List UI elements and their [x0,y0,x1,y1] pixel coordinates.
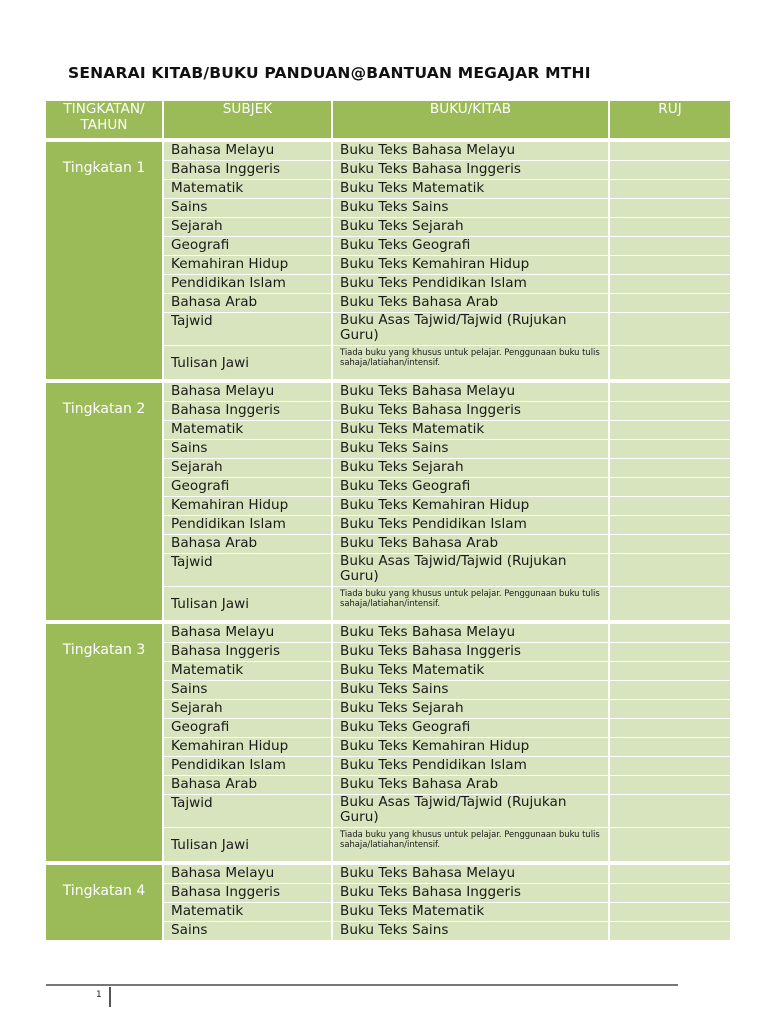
book-cell: Tiada buku yang khusus untuk pelajar. Penggunaan buku tulis sahaja/latiahan/intensif. [333,828,610,865]
book-cell: Buku Teks Kemahiran Hidup [333,738,610,757]
subject-cell: Tulisan Jawi [164,346,333,383]
ruj-cell [610,180,730,199]
subject-cell: Sejarah [164,459,333,478]
ruj-cell [610,237,730,256]
book-cell: Buku Teks Bahasa Arab [333,535,610,554]
ruj-cell [610,199,730,218]
subject-cell: Bahasa Inggeris [164,402,333,421]
ruj-cell [610,738,730,757]
book-cell: Buku Teks Geografi [333,478,610,497]
subject-cell: Kemahiran Hidup [164,497,333,516]
subject-cell: Pendidikan Islam [164,516,333,535]
subject-cell: Bahasa Inggeris [164,643,333,662]
subject-cell: Bahasa Inggeris [164,884,333,903]
ruj-cell [610,440,730,459]
subject-cell: Bahasa Melayu [164,142,333,161]
subject-cell: Geografi [164,237,333,256]
book-cell: Buku Asas Tajwid/Tajwid (Rujukan Guru) [333,795,610,828]
subject-cell: Kemahiran Hidup [164,256,333,275]
book-cell: Buku Asas Tajwid/Tajwid (Rujukan Guru) [333,313,610,346]
book-cell: Buku Teks Sejarah [333,218,610,237]
ruj-cell [610,795,730,828]
book-cell: Buku Teks Bahasa Melayu [333,865,610,884]
subject-cell: Sejarah [164,700,333,719]
book-cell: Buku Teks Pendidikan Islam [333,516,610,535]
subject-cell: Kemahiran Hidup [164,738,333,757]
subject-cell: Pendidikan Islam [164,757,333,776]
ruj-cell [610,884,730,903]
book-cell: Buku Teks Bahasa Melayu [333,142,610,161]
subject-cell: Matematik [164,180,333,199]
ruj-cell [610,587,730,624]
table-row [46,383,730,402]
subject-cell: Tajwid [164,313,333,346]
ruj-cell [610,402,730,421]
ruj-cell [610,624,730,643]
book-list-table [46,101,730,944]
book-cell: Buku Teks Bahasa Melayu [333,624,610,643]
ruj-cell [610,681,730,700]
subject-cell: Geografi [164,719,333,738]
level-cell: Tingkatan 1 [46,142,164,383]
ruj-cell [610,497,730,516]
book-cell: Buku Teks Sejarah [333,459,610,478]
ruj-cell [610,719,730,738]
book-cell: Buku Teks Geografi [333,237,610,256]
level-cell: Tingkatan 3 [46,624,164,865]
ruj-cell [610,256,730,275]
ruj-cell [610,478,730,497]
subject-cell: Pendidikan Islam [164,275,333,294]
header-tingkatan: TINGKATAN/ TAHUN [46,101,164,142]
subject-cell: Tulisan Jawi [164,828,333,865]
table-row [46,865,730,884]
ruj-cell [610,828,730,865]
book-cell: Buku Teks Geografi [333,719,610,738]
ruj-cell [610,294,730,313]
ruj-cell [610,313,730,346]
footer-rule [46,984,678,986]
book-cell: Buku Teks Bahasa Inggeris [333,643,610,662]
table-row [46,624,730,643]
ruj-cell [610,776,730,795]
subject-cell: Geografi [164,478,333,497]
ruj-cell [610,662,730,681]
subject-cell: Bahasa Arab [164,535,333,554]
book-cell: Buku Teks Matematik [333,662,610,681]
book-cell: Buku Teks Bahasa Arab [333,294,610,313]
ruj-cell [610,459,730,478]
subject-cell: Matematik [164,903,333,922]
subject-cell: Sains [164,199,333,218]
ruj-cell [610,903,730,922]
header-subjek: SUBJEK [164,101,333,142]
book-cell: Tiada buku yang khusus untuk pelajar. Penggunaan buku tulis sahaja/latiahan/intensif. [333,587,610,624]
subject-cell: Bahasa Melayu [164,865,333,884]
book-cell: Buku Teks Kemahiran Hidup [333,497,610,516]
ruj-cell [610,757,730,776]
header-buku-kitab: BUKU/KITAB [333,101,610,142]
ruj-cell [610,142,730,161]
table-row [46,142,730,161]
book-cell: Tiada buku yang khusus untuk pelajar. Penggunaan buku tulis sahaja/latiahan/intensif. [333,346,610,383]
level-cell: Tingkatan 4 [46,865,164,944]
level-cell: Tingkatan 2 [46,383,164,624]
ruj-cell [610,421,730,440]
subject-cell: Sains [164,681,333,700]
book-cell: Buku Teks Pendidikan Islam [333,757,610,776]
ruj-cell [610,700,730,719]
book-cell: Buku Teks Sejarah [333,700,610,719]
page-number-divider [109,987,111,1007]
subject-cell: Sains [164,922,333,944]
ruj-cell [610,161,730,180]
book-cell: Buku Teks Pendidikan Islam [333,275,610,294]
ruj-cell [610,922,730,944]
book-cell: Buku Teks Bahasa Inggeris [333,884,610,903]
ruj-cell [610,554,730,587]
subject-cell: Sains [164,440,333,459]
document-title: SENARAI KITAB/BUKU PANDUAN@BANTUAN MEGAJAR MTHI [68,64,591,82]
book-cell: Buku Teks Bahasa Melayu [333,383,610,402]
book-cell: Buku Teks Sains [333,199,610,218]
book-cell: Buku Teks Bahasa Arab [333,776,610,795]
ruj-cell [610,643,730,662]
subject-cell: Bahasa Arab [164,294,333,313]
table-header-row [46,101,730,142]
book-cell: Buku Teks Matematik [333,180,610,199]
book-cell: Buku Asas Tajwid/Tajwid (Rujukan Guru) [333,554,610,587]
subject-cell: Tajwid [164,795,333,828]
ruj-cell [610,865,730,884]
subject-cell: Bahasa Melayu [164,383,333,402]
subject-cell: Sejarah [164,218,333,237]
header-ruj: RUJ [610,101,730,142]
subject-cell: Bahasa Inggeris [164,161,333,180]
book-cell: Buku Teks Kemahiran Hidup [333,256,610,275]
subject-cell: Tajwid [164,554,333,587]
ruj-cell [610,218,730,237]
book-cell: Buku Teks Sains [333,681,610,700]
book-cell: Buku Teks Matematik [333,903,610,922]
book-cell: Buku Teks Sains [333,440,610,459]
book-cell: Buku Teks Bahasa Inggeris [333,402,610,421]
subject-cell: Tulisan Jawi [164,587,333,624]
ruj-cell [610,516,730,535]
page-number: 1 [96,990,102,1000]
ruj-cell [610,346,730,383]
ruj-cell [610,535,730,554]
table-body [46,142,730,944]
book-cell: Buku Teks Bahasa Inggeris [333,161,610,180]
subject-cell: Bahasa Melayu [164,624,333,643]
book-cell: Buku Teks Matematik [333,421,610,440]
subject-cell: Matematik [164,662,333,681]
ruj-cell [610,275,730,294]
book-cell: Buku Teks Sains [333,922,610,944]
ruj-cell [610,383,730,402]
subject-cell: Bahasa Arab [164,776,333,795]
subject-cell: Matematik [164,421,333,440]
